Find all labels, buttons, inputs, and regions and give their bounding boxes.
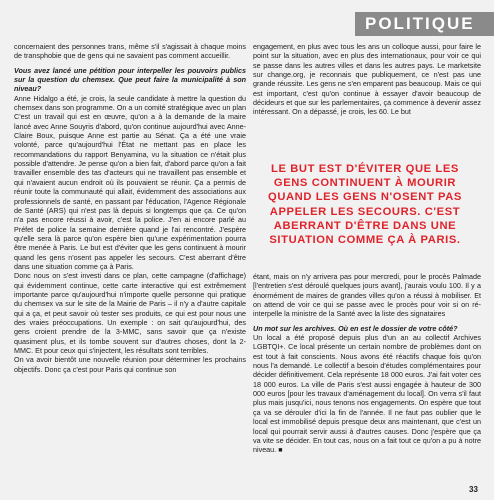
left-column [14, 42, 246, 374]
right-column-bottom [253, 272, 481, 456]
paragraph: engagement, en plus avec tous les ans un colloque aussi, pour faire le point sur la situation, avec en plus des internationaux, pour voir ce qui se passe dans les autres villes et dans les autres pays. Le marketsite sur change.org, je reconnais que publiquement, ce n'est pas une grande réussite. Les gens ne s'en emparent pas beaucoup. Mais ce qui est important, c'est qu'on continue à essayer d'avoir beaucoup de décideurs et que sur les parlementaires, ça commence à devenir assez intéressant. On a dépassé, je crois, les 60. Le but [253, 42, 481, 117]
paragraph-text: Un local a été proposé depuis plus d'un an au collectif Archives LGBTQI+. Ce local présente un certain nombre de problèmes dont on est tout à fait conscients. Nous avons été réactifs chaque fois qu'on nous l'a demandé. Le collectif a besoin d'études complémentaires pour décider définitivement. Cela représente 18 000 euros. J'ai fait voter ces 18 000 euros. La ville de Paris s'est aussi engagée à hauteur de 300 000 euros [pour les travaux d'aménagement du local]. On verra s'il faut plus mais jusqu'ici, nous tenons nos engagements. On espère que tout ça va se dérouler d'ici la fin de l'année. Il ne faut pas oublier que le local est immobilisé depuis presque deux ans maintenant, que c'est un local qui pourrait servir aussi à d'autres causes. Donc j'espère que ça va vite se décider. En tout cas, nous on a fait tout ce qu'on a pu à notre niveau. [253, 333, 481, 455]
interview-question: Vous avez lancé une pétition pour interpeller les pouvoirs publics sur la question du chemsex. Que peut faire la municipalité à son niveau? [14, 65, 246, 94]
paragraph: Donc nous on s'est investi dans ce plan, cette campagne (d'affichage) qui évidemment continue, cette carte interactive qui est extrêmement importante parce qu'aujourd'hui n'importe quelle personne qui pratique du chemsex va sur le site de la Mairie de Paris – il n'y a d'autre capitale qui a ça, et peut savoir où tester ses produits, ce qui est pour nous une des vraies préoccupations. Un exemple : on sait qu'aujourd'hui, des gens croient prendre de la 3-MMC, sans savoir que ça n'existe quasiment plus, et ils tombe souvent sur d'autres choses, dont la 2-MMC. Et pour ceux qui s'injectent, les résultats sont terribles. [14, 271, 246, 355]
page-number: 33 [469, 485, 478, 494]
paragraph [253, 333, 481, 455]
paragraph: Anne Hidalgo a été, je crois, la seule candidate à mettre la question du chemsex dans son programme. On a un comité stratégique avec un plan C'est un travail qui est en œuvre, qu'on a à la demande de la maire lancé avec Anne Souyris d'abord, qu'on continue aujourd'hui avec Anne-Claire Boux, puisque Anne est partie au Sénat. Ça a été une vraie volonté, parce qu'aujourd'hui l'État ne mettant pas en place les recommandations du rapport Benyamina, vu la situation ce n'était plus possible d'attendre. Je pense qu'on a bien fait, d'abord parce qu'on a fait travailler ensemble des tas d'acteurs qui ne travaillent pas ensemble et qui n'avaient aucun endroit où ils pouvaient se réunir. Ça a permis de réunir toute la communauté qui allait, évidemment des associations aux professionnels de santé, en passant par l'éducation, l'Agence Régionale de Santé (ARS) qui n'est pas là depuis si longtemps que ça. Ce qu'on n'a pas encore réussi à avoir, c'est la police. J'en ai encore parlé au Préfet de police la semaine dernière quand je l'ai rencontré. J'espère qu'elle sera là parce qu'on espère bien qu'une expérimentation pourra être menée à Paris. Le but est d'éviter que les gens continuent à mourir quand les gens n'osent pas appeler les secours. C'est aberrant d'être dans une situation comme ça à Paris. [14, 93, 246, 271]
interview-question: Un mot sur les archives. Où en est le dossier de votre côté? [253, 323, 458, 333]
section-title: POLITIQUE [365, 14, 475, 33]
end-mark: ■ [278, 447, 283, 455]
section-banner [355, 12, 494, 36]
pull-quote: LE BUT EST D'ÉVITER QUE LES GENS CONTINUENT À MOURIR QUAND LES GENS N'OSENT PAS APPELER LES SECOURS. C'EST ABERRANT D'ÊTRE DANS UNE SITUATION COMME ÇA À PARIS. [268, 163, 462, 247]
right-column-top [253, 42, 481, 117]
paragraph: étant, mais on n'y arrivera pas pour mercredi, pour le procès Palmade [l'entretien s'est déroulé quelques jours avant], j'aurais voulu 100. Il y a énormément de maires de grandes villes qu'on a réussi à mobiliser. Et on attend de voir ce qui se passe avec le procès pour voir si on ré-interpelle la ministre de la Santé avec la liste des signataires [253, 272, 481, 319]
paragraph: On va avoir bientôt une nouvelle réunion pour déterminer les prochains objectifs. Donc ça c'est pour Paris qui continue son [14, 355, 246, 374]
paragraph: concernaient des personnes trans, même s'il s'agissait à chaque moins de transphobie que de gens qui ne savaient pas comment accueillir. [14, 42, 246, 61]
